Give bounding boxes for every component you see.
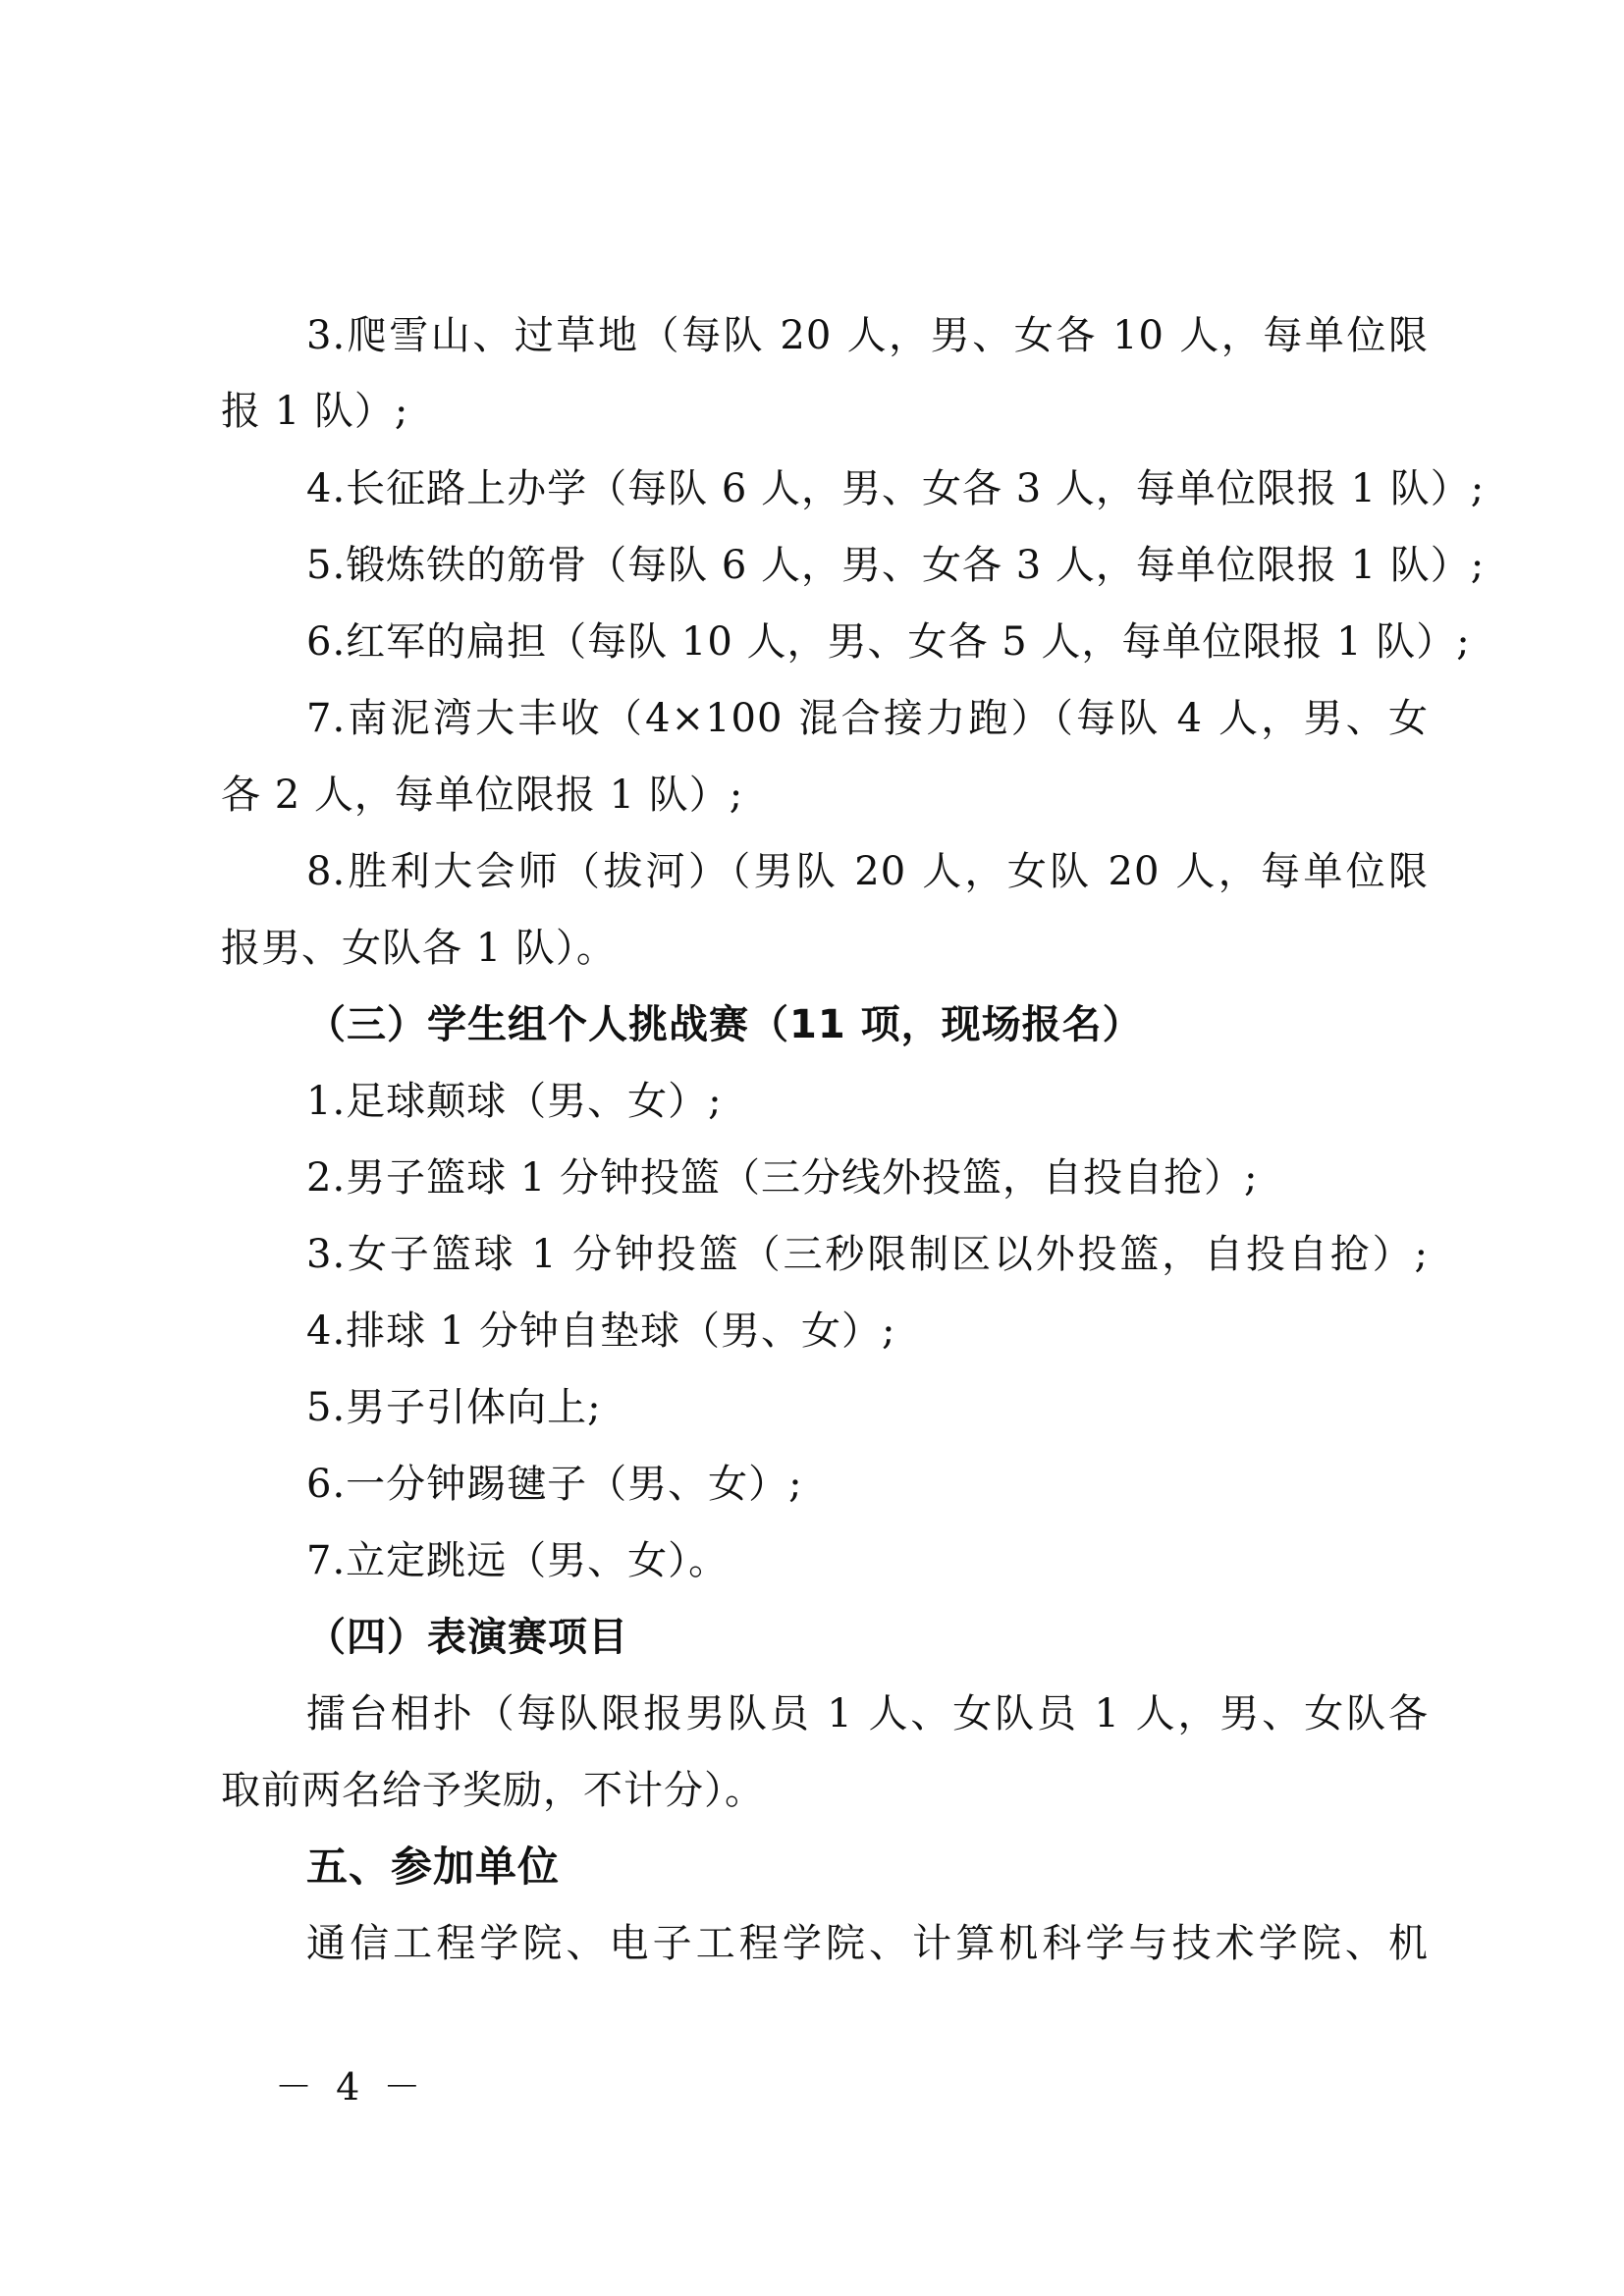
item-5: 5.锻炼铁的筋骨（每队 6 人，男、女各 3 人，每单位限报 1 队）; xyxy=(306,543,1486,588)
subheading-exhibition: （四）表演赛项目 xyxy=(306,1615,628,1660)
challenge-item-1: 1.足球颠球（男、女）; xyxy=(306,1079,723,1124)
item-8-line-2: 报男、女队各 1 队）。 xyxy=(221,926,617,971)
challenge-item-6: 6.一分钟踢毽子（男、女）; xyxy=(306,1462,803,1507)
section-heading-participants: 五、参加单位 xyxy=(306,1842,561,1891)
item-4: 4.长征路上办学（每队 6 人，男、女各 3 人，每单位限报 1 队）; xyxy=(306,466,1486,511)
challenge-item-5: 5.男子引体向上; xyxy=(306,1385,602,1430)
item-6: 6.红军的扁担（每队 10 人，男、女各 5 人，每单位限报 1 队）; xyxy=(306,619,1471,665)
item-8-line-1: 8.胜利大会师（拔河）（男队 20 人，女队 20 人，每单位限 xyxy=(306,849,1429,894)
challenge-item-7: 7.立定跳远（男、女）。 xyxy=(306,1538,730,1583)
exhibition-line-2: 取前两名给予奖励，不计分）。 xyxy=(221,1768,765,1813)
item-7-line-1: 7.南泥湾大丰收（4×100 混合接力跑）（每队 4 人，男、女 xyxy=(306,696,1429,741)
challenge-item-3: 3.女子篮球 1 分钟投篮（三秒限制区以外投篮，自投自抢）; xyxy=(306,1232,1429,1277)
challenge-item-2: 2.男子篮球 1 分钟投篮（三分线外投篮，自投自抢）; xyxy=(306,1155,1259,1201)
subheading-student-individual: （三）学生组个人挑战赛（11 项，现场报名） xyxy=(306,1002,1143,1047)
exhibition-line-1: 擂台相扑（每队限报男队员 1 人、女队员 1 人，男、女队各 xyxy=(306,1691,1429,1736)
item-7-line-2: 各 2 人，每单位限报 1 队）; xyxy=(221,773,744,818)
challenge-item-4: 4.排球 1 分钟自垫球（男、女）; xyxy=(306,1308,896,1354)
item-3-line-1: 3.爬雪山、过草地（每队 20 人，男、女各 10 人，每单位限 xyxy=(306,313,1429,358)
item-3-line-2: 报 1 队）; xyxy=(221,389,409,434)
participants-line-1: 通信工程学院、电子工程学院、计算机科学与技术学院、机 xyxy=(306,1921,1429,1966)
page-number: － 4 － xyxy=(275,2065,427,2109)
